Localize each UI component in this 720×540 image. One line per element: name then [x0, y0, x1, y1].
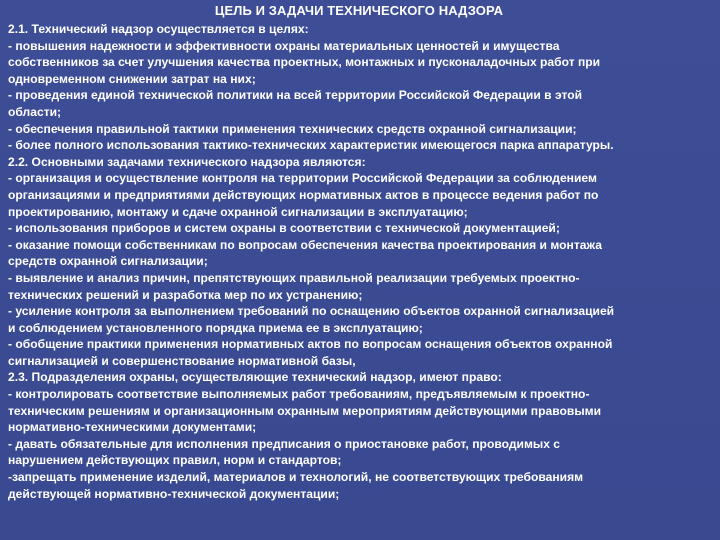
text-line: одновременном снижении затрат на них; [8, 71, 256, 86]
text-line: -запрещать применение изделий, материалов и технологий, не соответствующих требованиям [8, 470, 584, 485]
text-line: - усиление контроля за выполнением требований по оснащению объектов охранной сигнализацией [8, 304, 615, 319]
text-line: нарушением действующих правил, норм и стандартов; [8, 453, 342, 468]
text-line: действующей нормативно-технической документации; [8, 486, 340, 501]
text-line: и соблюдением установленного порядка приема ее в эксплуатацию; [8, 320, 423, 335]
text-line: - повышения надежности и эффективности охраны материальных ценностей и имущества [8, 38, 560, 53]
text-line: организациями и предприятиями действующих нормативных актов в процессе ведения работ по [8, 187, 599, 202]
text-line: - использования приборов и систем охраны в соответствии с технической документацией; [8, 221, 560, 236]
text-line: области; [8, 104, 62, 119]
text-line: - давать обязательные для исполнения предписания о приостановке работ, проводимых с [8, 436, 561, 451]
slide-title: ЦЕЛЬ И ЗАДАЧИ ТЕХНИЧЕСКОГО НАДЗОРА [214, 3, 504, 18]
text-line: 2.1. Технический надзор осуществляется в целях: [8, 22, 309, 36]
text-line: - оказание помощи собственникам по вопросам обеспечения качества проектирования и монтажа [8, 237, 602, 252]
text-line: - выявление и анализ причин, препятствующих правильной реализации требуемых проектно- [8, 270, 580, 285]
text-line: - обеспечения правильной тактики применения технических средств охранной сигнализации; [8, 121, 577, 136]
text-line: нормативно-техническими документами; [8, 420, 257, 435]
text-line: 2.3. Подразделения охраны, осуществляющие технический надзор, имеют право: [8, 370, 502, 385]
text-line: - организация и осуществление контроля на территории Российской Федерации за соблюдением [8, 171, 597, 186]
text-line: - проведения единой технической политики на всей территории Российской Федерации в этой [8, 88, 583, 103]
slide-body [8, 21, 710, 502]
text-line: 2.2. Основными задачами технического надзора являются: [8, 154, 366, 169]
text-line: сигнализацией и совершенствование нормативной базы, [8, 353, 356, 368]
text-line: - более полного использования тактико-технических характеристик имеющегося парка аппаратуры. [8, 138, 614, 153]
text-line: техническим решениям и организационным охранным мероприятиям действующими правовыми [8, 403, 602, 418]
text-line: - контролировать соответствие выполняемых работ требованиям, предъявляемым к проектно- [8, 387, 590, 402]
text-line: - обобщение практики применения нормативных актов по вопросам оснащения объектов охранной [8, 337, 613, 352]
text-line: технических решений и разработка мер по их устранению; [8, 287, 363, 302]
text-line: проектированию, монтажу и сдаче охранной сигнализации в эксплуатацию; [8, 204, 468, 219]
text-line: собственников за счет улучшения качества проектных, монтажных и пусконаладочных работ при [8, 55, 601, 70]
text-line: средств охранной сигнализации; [8, 254, 208, 269]
